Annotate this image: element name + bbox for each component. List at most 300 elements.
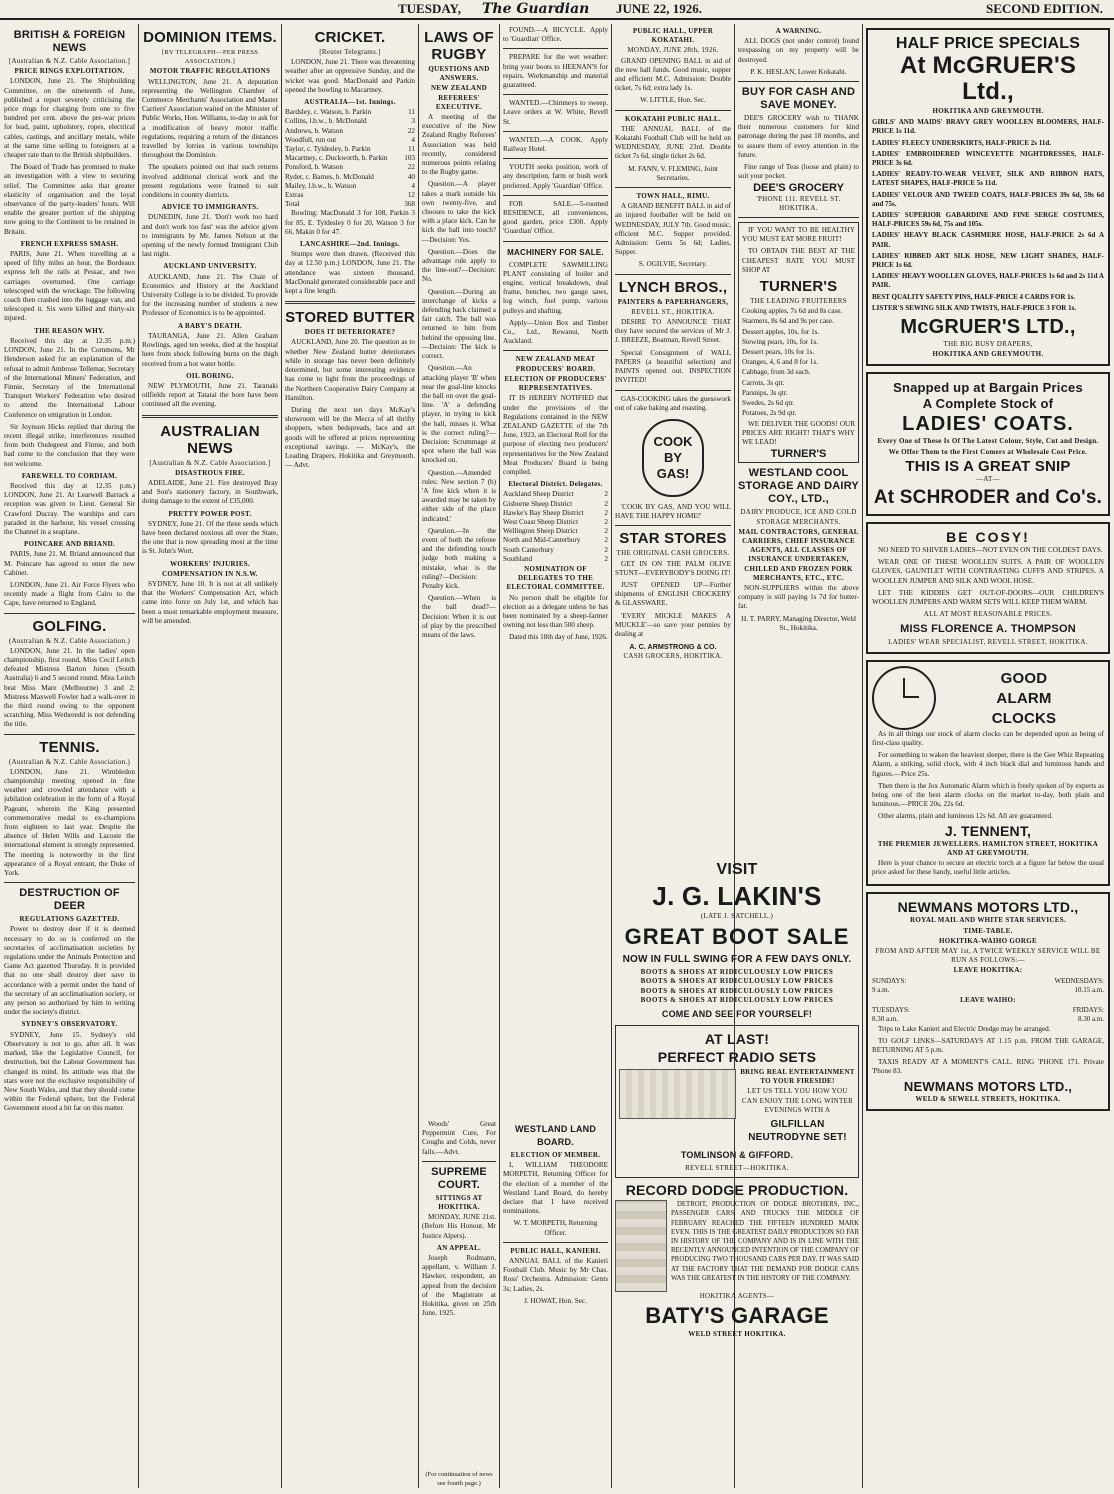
score-row-runs: 40 [407,172,415,181]
divider [422,1161,496,1162]
score-row-name: Andrews, b. Watson [285,126,343,135]
paragraph: Question.—A player takes a mark outside his own twenty-five, and chooses to take the kick with a place kick. Can he kick the ball into touch?—Decision: Yes. [422,180,496,244]
store-name: J. G. LAKIN'S [652,881,822,911]
sale-item: LADIES' HEAVY WOOLLEN GLOVES, HALF-PRICES 1s 6d and 2s 11d A PAIR. [872,272,1104,290]
car-illustration [615,1200,667,1292]
signature: H. T. PARRY, Managing Director, Weld St., Hokitika. [741,614,856,632]
cook-by-gas-badge [642,419,704,497]
badge-word: COOK [653,433,693,449]
divider [142,415,278,418]
paragraph: Question.—Does the advantage rule apply to the line-out?—Decision: No. [422,247,496,284]
column-rule [138,24,139,1488]
delegate-row-name: Hawke's Bay Sheep District [503,508,584,517]
score-row-name: Collins, l.b.w., b. McDonald [285,117,367,126]
signature: A. C. ARMSTRONG & CO. [629,642,717,652]
paragraph: THE ANNUAL BALL of the Kokatahi Football Club will be held on WEDNESDAY, JUNE 23rd. Double ticket 7s 6d, single ticket 2s 6d. [615,124,731,161]
score-row-runs: 4 [411,181,415,190]
paragraph: Dated this 18th day of June, 1926. [509,633,608,642]
heading: CLOCKS [991,709,1057,727]
paragraph: SYDNEY, June 15. Sydney's old Observatory is not to go, after all. It was marked, like the Legislative Council, for destruction, but the Labour Government has changed its mind. Its attitude was that the stars were not the exclusive responsibility of New South Wales, and that they should come within the Federal sphere, but the Federal Government stood a bit far on this matter. [4,1030,135,1113]
signature: P. K. HESLAN, Lower Kokatahi. [750,67,847,76]
masthead-date: JUNE 22, 1926. [616,1,702,16]
subheading: LEAVE HOKITIKA: [953,966,1023,975]
subheading: HOKITIKA AND GREYMOUTH. [932,107,1044,115]
subheading: DOES IT DETERIORATE? [304,328,396,337]
badge-word: BY [663,449,683,465]
paragraph: DUNEDIN, June 21. 'Don't work too hard and don't work too fast' was the advice given to immigrants by Mr. James Nelson at the opening of the newly formed Immigrant Club last night. [142,213,278,259]
paragraph: MONDAY, JUNE 21st. (Before His Honour, Mr Justice Alpers). [422,1213,496,1240]
heading: SUPREME COURT. [431,1165,487,1191]
heading: WESTLAND LAND BOARD. [514,1124,597,1147]
price-item: Dessert apples, 10s, for 1s. [742,327,820,336]
paragraph: LONDON, June 21. Wimbledon championship meeting opened in fine weather and crowded attendance with a jubilation celebration in the form of a Royal Pageant, wherein the King presented commemorative medal to ex-champions from eighteen to last year. Despite the absence of Helen Wills and Lacoste the international element is strongly represented. The meeting is noteworthy in the first appearance of a Royal entrant, the Duke of York. [4,767,135,878]
item-list [872,118,1104,313]
masthead-edition: SECOND EDITION. [986,1,1104,16]
subheading: THE REASON WHY. [34,326,105,335]
column-rule [499,24,500,1488]
score-row-runs: 22 [407,126,415,135]
store-name: NEWMANS MOTORS LTD., [897,899,1079,916]
store-name: At McGRUER'S Ltd., [899,52,1077,105]
paragraph: During the next ten days McKay's showroom will be the Mecca of all thrifty shoppers, when bedspreads, lace and art goods will be offered at prices representing exceptional savings. — McKay's, the Leading Drapers, Hokitika and Greymouth. — Advt. [285,405,415,470]
price-item: Dessert pears, 10s for 1s. [742,348,815,357]
heading: GOLFING. [32,617,107,635]
heading: TENNIS. [39,738,100,756]
sale-item: LADIES' SUPERIOR GABARDINE AND FINE SERGE COSTUMES, HALF-PRICES 59s 6d, 75s and 105s. [872,211,1104,229]
score-row-name: Macartney, c. Duckworth, b. Parkin [285,154,388,163]
paragraph: ADELAIDE, June 21. Fire destroyed Bray and Son's stationery factory, in Southwark, doing damage to the extent of £35,000. [142,478,278,506]
radio-illustration [619,1069,736,1119]
delegate-row [503,509,608,518]
divider [615,187,731,188]
score-row-name: Extras [285,191,304,200]
divider [503,195,608,196]
score-row-runs: 11 [408,145,415,154]
store-name: McGRUER'S LTD., [900,316,1076,339]
subheading: ALL AT MOST REASONABLE PRICES. [923,610,1053,619]
divider [503,158,608,159]
score-row [285,163,415,172]
divider [503,350,608,351]
paragraph: PARIS, June 21. When travelling at a speed of fifty miles an hour, the Bordeaux express left the rails at Pessac, and two carriages overturned. One carriage telescoped with the wreckage. The following coach then crashed into the luggage van, and telescoped it. Six were killed and thirty-six injured. [4,250,135,323]
subheading: FRENCH EXPRESS SMASH. [20,239,119,248]
paragraph: 'EVERY MICKLE MAKES A MUCKLE'—so save your pennies by dealing at [615,611,731,638]
credit: [Australian & N.Z. Cable Association.] [8,57,131,65]
paragraph: TO OBTAIN THE BEST AT THE CHEAPEST RATE YOU MUST SHOP AT [742,247,855,274]
score-row-runs: 12 [407,191,415,200]
subheading: WORKERS' INJURIES. [169,559,251,568]
paragraph: Fine range of Teas (loose and plain) to suit your pocket. [738,163,859,181]
price-item: Carrots, 3s qtr. [742,378,785,387]
subheading: REGULATIONS GAZETTED. [19,915,120,924]
credit: [Reuter Telegrams.] [319,48,381,56]
divider [615,525,731,526]
price-item: Potatoes, 2s 9d qtr. [742,409,797,418]
heading: NEW ZEALAND MEAT PRODUCERS' BOARD. [515,355,596,373]
subheading: 'PHONE 111. REVELL ST. HOKITIKA. [756,194,841,212]
subheading: POINCARE AND BRIAND. [24,540,115,549]
sale-item: LADIES' FLEECY UNDERSKIRTS, HALF-PRICE 2s 11d. [872,138,1052,147]
heading: DOMINION ITEMS. [143,29,277,46]
subheading: MAIL CONTRACTORS, GENERAL CARRIERS, CHIEF INSURANCE AGENTS, ALL CLASSES OF INSURANCE UNDERTAKEN, CHILLED AND FROZEN PORK MERCHANTS, ETC., ETC. [738,527,859,582]
subheading: Electoral District. Delegates. [508,480,603,489]
score-row [285,127,415,136]
divider [503,241,608,242]
paragraph: GAS-COOKING takes the guesswork out of cake baking and roasting. [615,394,731,412]
boot-row: BOOTS & SHOES AT RIDICULOUSLY LOW PRICES [640,995,834,1004]
timetable-row [872,986,1104,995]
subheading: NOW IN FULL SWING FOR A FEW DAYS ONLY. [622,954,852,966]
paragraph: NEW PLYMOUTH, June 21. Taranaki oilfields report at Tatatai the bore have been continued all the evening. [142,381,278,409]
paragraph: LONDON, June 21. Air Force Flyers who recently made a flight from Cairo to the Cape, have returned to England. [4,580,135,608]
delegate-row-n: 2 [604,499,608,508]
classified-ad: FOUND.—A BICYCLE. Apply to 'Guardian' Office. [503,26,608,44]
masthead-day: TUESDAY, [398,1,461,16]
heading: BUY FOR CASH AND SAVE MONEY. [741,86,856,112]
signature: S. OGILVIE, Secretary. [638,260,708,269]
score-row-name: Mailey, l.b.w., b. Watson [285,181,357,190]
heading: THIS IS A GREAT SNIP [905,457,1071,475]
timetable-row [872,1006,1104,1015]
store-name: NEWMANS MOTORS LTD., [903,1078,1073,1094]
column-supreme-court [422,1120,496,1488]
sale-item: LADIES' HEAVY BLACK CASHMERE HOSE, HALF-PRICE 2s 6d A PAIR. [872,231,1104,249]
subheading: FROM AND AFTER MAY 1st, A TWICE WEEKLY SERVICE WILL BE RUN AS FOLLOWS:— [875,946,1101,965]
score-row [285,200,415,209]
price-item: Cabbage, from 3d each. [742,368,811,377]
newmans-ad [866,892,1110,1110]
sale-item: LADIES' READY-TO-WEAR VELVET, SILK AND RIBBON HATS, LATEST SHAPES, HALF-PRICE 5s 11d. [872,170,1104,188]
column-classifieds [503,26,608,1114]
subheading: DISASTROUS FIRE. [175,468,245,477]
subheading: HOKITIKA AGENTS— [699,1292,775,1301]
paragraph: Question.—An attacking player 'B' when near the goal-line knocks the ball on over the goal-line. 'A' a defending player, in trying to kick the ball, misses it. What is the correct ruling?—Decision: Scrummage at spot where the ball was knocked on. [422,364,496,465]
delegate-row-n: 2 [604,508,608,517]
score-row-runs: 3 [411,117,415,126]
credit: (Australian & N.Z. Cable Association.) [8,636,131,645]
price-item: Swedes, 2s 6d qtr. [742,399,795,408]
schroder-ad [866,372,1110,516]
delegate-row [503,536,608,545]
heading: A WARNING. [775,27,822,35]
divider [738,81,859,82]
score-row-name: Taylor, c. Tyldesley, b. Parkin [285,145,371,154]
paragraph: The Board of Trade has promised to make an investigation with a view to securing relief. The Committee asks that greater elasticity of organisation and the loyal observance of the party-leaders' hours. Will enable the greater portion of the shipping now going to the Continent to be retained in Britain. [4,163,135,236]
paragraph: AUCKLAND, June 20. The question as to whether New Zealand butter deteriorates while in storage has never been definitely determined, but some interesting evidence has come to light from the proceedings of the Northern Cooperative Dairy Company at Hamilton. [285,338,415,402]
paragraph: IT IS HEREBY NOTIFIED that under the provisions of the Regulations contained in the NEW ZEALAND GAZETTE of the 7th June, 1923, an Electoral Roll for the purpose of electing two producers' representatives for the New Zealand Meat Producers' Board is being compiled. [503,394,608,476]
column-british-news [4,26,135,1488]
column-land-board [503,1120,608,1488]
delegate-row [503,546,608,555]
score-row-runs: 103 [404,154,415,163]
heading: VISIT [716,861,758,878]
subheading: NOMINATION OF DELEGATES TO THE ELECTORAL COMMITTEE. [506,564,605,592]
delegate-row-name: Auckland Sheep District [503,490,574,499]
heading: TOWN HALL, RIMU. [636,192,710,201]
continuation-note: (For continuation of news see fourth page.) [425,1470,493,1487]
subheading: LET US TELL YOU HOW YOU CAN ENJOY THE LONG WINTER EVENINGS WITH A [741,1087,854,1114]
delegate-row [503,555,608,564]
delegate-row [503,518,608,527]
heading: LAWS OF RUGBY [424,29,494,63]
heading: BRITISH & FOREIGN NEWS [13,29,126,54]
score-row-name: Woodfull, run out [285,135,337,144]
paragraph: JUST OPENED UP—Further shipments of ENGLISH CROCKERY & GLASSWARE. [615,580,731,608]
paragraph: Woods' Great Peppermint Cure, For Coughs and Colds, never fails.—Advt. [422,1120,496,1156]
price-item: Starmers, 8s 6d and 9s per case. [742,317,834,326]
credit: [BY TELEGRAPH—PER PRESS ASSOCIATION.] [161,49,259,66]
paragraph: LET THE KIDDIES GET OUT-OF-DOORS—OUR CHILDREN'S WOOLLEN JUMPERS AND WARM SETS WILL KEEP THEM WARM. [872,588,1104,607]
paragraph: Here is your chance to secure an electric torch at a figure far below the usual price asked for these handy, useful little articles. [872,858,1104,877]
paragraph: TAXIS READY AT A MOMENT'S CALL. RING 'PHONE 171. Private 'Phone 83. [872,1058,1104,1076]
subheading: MOTOR TRAFFIC REGULATIONS [149,67,271,76]
subheading: ELECTION OF MEMBER. [510,1151,601,1159]
alarm-clock-icon [872,666,936,730]
store-name: BATY'S GARAGE [645,1303,829,1329]
heading: PUBLIC HALL, KANIERI. [510,1246,601,1255]
divider [503,94,608,95]
column-halls [615,26,731,854]
subheading: ELECTION OF PRODUCERS' REPRESENTATIVES. [504,374,607,393]
subheading: WELD & SEWELL STREETS, HOKITIKA. [915,1094,1061,1103]
heading: ALARM [996,689,1052,707]
time-value: 8.30 a.m. [872,1015,899,1024]
price-item: Stewing pears, 10s, for 1s. [742,337,819,346]
subheading: —AT— [976,474,1000,483]
paragraph: AUCKLAND, June 21. The Chair of Economics and History at the Auckland University College is to be divided. To provide for the increasing number of students a new Professor of Economics is to be appointed. [142,272,278,318]
radio-ad [615,1025,859,1178]
paragraph: For something to waken the heaviest sleeper, there is the Gee Whiz Repeating Alarm, a striking, solid clock, with 4 inch black dial and luminous hands and figures.—Price 25s. [872,751,1104,778]
heading: STORED BUTTER [285,309,415,327]
paragraph: Received this day at 12.35 p.m.) LONDON, June 21. At Learwell Barrack a reception was given to Lieut. General Sir Crawford Ducray. The warships and cars paraded in the harbour, his vessel crossing the Channel in a seaplane. [4,481,135,536]
heading: CRICKET. [314,29,386,46]
paragraph: WE DELIVER THE GOODS! OUR PRICES ARE RIGHT! THAT'S WHY WE LEAD! [742,419,855,446]
heading: KOKATAHI PUBLIC HALL. [624,114,722,123]
classified-ad: COMPLETE SAWMILLING PLANT consisting of boiler and engine, vertical breakdown, deal frame, benches, two gauge saws, log winch, fuel pump, various pulleys and shafting. [503,260,608,315]
lower-ads [615,858,859,1488]
subheading: THE PREMIER JEWELLERS. HAMILTON STREET, HOKITIKA AND AT GREYMOUTH. [877,839,1099,857]
price-item: Cooking apples, 7s 6d and 8s case. [742,307,843,316]
heading: RECORD DODGE PRODUCTION. [625,1182,849,1199]
subheading: ADVICE TO IMMIGRANTS. [161,203,259,212]
paragraph: A meeting of the executive of the New Zealand Rugby Referees' Association was held recently, considered numerous points relating to the Rugby game. [422,113,496,177]
paragraph: Question.—When is the ball dead?—Decision: When it is out of play by the prescribed means of the laws. [422,594,496,639]
paragraph: DEE'S GROCERY wish to THANK their numerous customers for kind patronage during the past 18 months, and to assure them of every attention in the future. [738,114,859,159]
heading: Snapped up at Bargain Prices [893,380,1083,396]
paragraph: No person shall be eligible for election as a delegate unless he has been nominated by a sheep-farmer owning not less than 500 sheep. [503,593,608,630]
signature: TOMLINSON & GIFFORD. [680,1150,794,1161]
paragraph: Joseph Rodmann, appellant, v. William J. Hawker, respondent, an appeal from the decision of the Magistrate at Hokitika, given on 25th June, 1925. [422,1254,496,1318]
subheading: WELD STREET HOKITIKA. [688,1330,786,1339]
delegate-row [503,490,608,499]
paragraph: Power to destroy deer if it is deemed necessary to do so is conferred on the secretaries of acclimatisation societies by regulations under the Animals Protection and Game Act gazetted Thursday. It is provided that no one shall destroy deer save in accordance with a permit under the hand of the secretary of an acclimatisation society, or any person so authorised by him in writing under the society's district. [4,925,135,1017]
subheading: QUESTIONS AND ANSWERS. [428,65,490,83]
boot-row: BOOTS & SHOES AT RIDICULOUSLY LOW PRICES [640,968,834,977]
credit: [Australian & N.Z. Cable Association.] [149,458,271,467]
subheading: BRING REAL ENTERTAINMENT TO YOUR FIRESIDE! [740,1068,855,1086]
heading: BE COSY! [946,529,1030,546]
masthead [0,0,1114,20]
delegate-row-n: 2 [604,554,608,563]
classified-ad: YOUTH seeks position, work of any description, farm or bush work preferred. Apply 'Guardian' Office. [503,163,608,190]
badge-word: GAS! [656,465,690,481]
score-row-name: Ryder, c. Barnes, b. McDonald [285,172,374,181]
day-label: FRIDAYS: [1072,1006,1104,1015]
day-label: SUNDAYS: [872,976,907,985]
subheading: HOKITIKA AND GREYMOUTH. [932,350,1044,359]
divider [503,48,608,49]
delegate-row-n: 2 [604,517,608,526]
paragraph: Question.—Amended rules: New section 7 (b) 'A free kick when it is awarded may be taken by either side of the place indicated.' [422,468,496,523]
boot-rows [615,968,859,1005]
subheading: CASH GROCERS, HOKITIKA. [623,652,723,661]
heading: LADIES' COATS. [902,413,1074,436]
subheading: COMPENSATION IN N.S.W. [162,569,258,578]
score-row [285,108,415,117]
paragraph: SYDNEY, June 10. It is not at all unlikely that the Workers' Compensation Act, which came into force on July 1st, and which has been a most remarkable employment measure, will be amended. [142,579,278,625]
signature: TURNER'S [770,448,827,461]
divider [615,274,731,275]
subheading: COME AND SEE FOR YOURSELF! [661,1009,813,1020]
mcgruers-ad [866,28,1110,366]
heading: GILFILLAN NEUTRODYNE SET! [748,1119,847,1144]
subheading: SITTINGS AT HOKITIKA. [435,1193,483,1212]
paragraph: LONDON, June 21. In the ladies' open championship, first round, Miss Cecil Leitch defeated Mistress Barton Jones (South Australia) 6 and 5 second round. Miss Leitch beat Miss Mare (Melbourne) 3 and 2; Mistress Maxwell Fowler had a walk-over in the third round owing to the opponent scratching. Miss Wetheredd is not defending the title. [4,646,135,729]
paragraph: The speakers pointed out that such returns involved additional clerical work and the present regulations were framed to suit conditions in country districts. [142,163,278,200]
divider [615,390,731,391]
delegate-row-name: Gisborne Sheep District [503,499,573,508]
divider [503,131,608,132]
paragraph: LONDON, June 21. There was threatening weather after an oppressive Sunday, and the wicket was good. MacDonald and Parkin opened the bowling to Macartney. [285,58,415,94]
time-value: 10.15 a.m. [1074,985,1104,994]
delegate-row [503,527,608,536]
subheading: Every One of These Is Of The Latest Colour, Style, Cut and Design. [877,437,1099,446]
column-rule [862,24,863,1488]
paragraph: Question.—During an interchange of kicks a defending back claimed a fair catch. The ball was returned to him from behind the opposing line.—Decision: The kick is correct. [422,287,496,361]
score-table [285,108,415,209]
subheading: THE ORIGINAL CASH GROCERS. [616,549,730,558]
price-item: Oranges, 4, 6 and 8 for 1s. [742,358,819,367]
score-row [285,136,415,145]
subheading: SYDNEY'S OBSERVATORY. [21,1020,118,1029]
subheading: REVELL ST., HOKITIKA. [631,307,715,316]
timetable-row [872,1015,1104,1024]
subheading: THE BIG BUSY DRAPERS, [943,340,1033,349]
column-rule [281,24,282,1488]
divider [285,301,415,304]
divider [4,613,135,614]
delegate-row-n: 2 [604,490,608,499]
signature: W. LITTLE, Hon. Sec. [640,96,706,105]
paragraph: SYDNEY, June 21. Of the three seeds which have been declared noxious all over the State, the one that is now spreading most at the time is St. John's Wort. [142,519,278,556]
subheading: REVELL STREET—HOKITIKA. [685,1164,789,1173]
heading: HALF PRICE SPECIALS [895,35,1081,52]
paragraph: As in all things our stock of alarm clocks can be depended upon as being of first-class quality. [872,729,1104,747]
column-display-ads [866,26,1110,1488]
boot-row: BOOTS & SHOES AT RIDICULOUSLY LOW PRICES [640,986,834,995]
paragraph: ALL DOGS (not under control) found trespassing on my property will be destroyed. [738,37,859,64]
day-label: TUESDAYS: [872,1006,910,1015]
score-row-name: Total [285,200,300,209]
divider [738,217,859,218]
score-row [285,117,415,126]
subheading: PAINTERS & PAPERHANGERS, [617,297,729,306]
subheading: DAIRY PRODUCE, ICE AND COLD STORAGE MERCHANTS. [740,508,857,526]
thompson-ad [866,522,1110,654]
classified-ad: WANTED.—A COOK. Apply Railway Hotel. [503,135,608,154]
divider [4,882,135,883]
signature: DEE'S GROCERY [753,182,844,195]
score-row [285,145,415,154]
classified-ad: FOR SALE.—5-roomed RESIDENCE, all conveniences, good garden, price £300. Apply 'Guardian' Office. [503,199,608,236]
heading: GOOD [1000,669,1048,687]
paragraph: Bowling: MacDonald 3 for 108, Parkin 3 for 85, E. Tyldesley 0 for 20, Watson 3 for 66, Makin 0 for 47. [285,209,415,236]
price-list [742,307,855,418]
subheading: OIL BORING. [186,371,234,380]
subheading: AUSTRALIA—1st. Innings. [304,98,396,107]
subheading: FAREWELL TO CORDIAM. [21,471,118,480]
paragraph: ANNUAL BALL of the Kanieri Football Club. Music by Mr Chas. Ross' Orchestra. Admission: Gents 3s; Ladies, 2s. [503,1257,608,1293]
column-dominion-items [142,26,278,1488]
heading: TURNER'S [759,278,838,296]
heading: LYNCH BROS., [618,278,728,296]
subheading: HOKITIKA-WAIHO GORGE [939,936,1037,945]
delegate-row-name: North and Mid-Canterbury [503,536,581,545]
paragraph: NON-SUPPLIERS within the above company is still paying 1s 7d for butter-fat. [738,583,859,611]
paragraph: DETROIT, PRODUCTION OF DODGE BROTHERS, INC., PASSENGER CARS AND TRUCKS THE MIDDLE OF FEBRUARY REACHED THE FIFTEEN HUNDRED MARK EVEN. THIS IS THE GREATEST DAILY PRODUCTION SO FAR IN HISTORY OF THE COMPANY AND IS IN LINE WITH THE RECENTLY ANNOUNCED INTENTION OF THE COMPANY OF PRODUCING TWO THOUSAND CARS PER DAY. IT WAS SAID AT THE FACTORY THAT THE DEMAND FOR DODGE CARS WAS THE GREATEST IN THE HISTORY OF THE COMPANY. [671,1201,859,1282]
heading: PERFECT RADIO SETS [657,1049,817,1066]
score-row [285,182,415,191]
paragraph: Then there is the Jox Automatic Alarm which is freely spoken of by experts as being one of the best alarm clocks on the market to-day, both plain and luminous.—PRICE 20s, 22s 6d. [872,781,1104,809]
sale-item: GIRLS' AND MAIDS' BRAVY GREY WOOLLEN BLOOMERS, HALF-PRICE 1s 11d. [872,118,1104,136]
heading: DESTRUCTION OF DEER [19,887,120,913]
masthead-title: The Guardian [482,1,590,17]
paragraph: 'COOK BY GAS, AND YOU WILL HAVE THE HAPPY HOME!' [615,502,731,521]
delegate-table [503,490,608,564]
score-row [285,154,415,163]
classified-ad: WANTED.—Chimneys to sweep. Leave orders at W. White, Revell St. [503,99,608,126]
subheading: PRICE RINGS EXPLOITATION. [14,67,125,76]
credit: (Australian & N.Z. Cable Association.) [8,757,131,766]
signature: J. HOWAT, Hon. Sec. [524,1296,587,1305]
paragraph: DESIRE TO ANNOUNCE THAT they have secured the services of Mr J. J. BREEZE, Boatman, Revell Street. [615,318,731,345]
timetable-row [872,977,1104,986]
delegate-row [503,500,608,509]
subheading: We Offer Them to the First Comers at Wholesale Cost Price. [888,447,1088,456]
subheading: THE LEADING FRUITERERS [750,297,847,306]
store-name: MISS FLORENCE A. THOMPSON [900,622,1076,635]
subheading: TIME-TABLE. [963,926,1013,935]
delegate-row-name: Southland [503,554,533,563]
sale-item: LISTER'S SEWING SILK AND TWISTS, HALF-PRICE 3 FOR 1s. [872,303,1077,312]
tennent-ad [866,660,1110,887]
date: MONDAY, JUNE 28th, 1926. [627,46,719,55]
paragraph: Stumps were then drawn. (Received this day at 12.50 p.m.) LONDON, June 21. The attendance was sixteen thousand. MacDonald generated considerable pace and kept a fine length. [285,250,415,296]
column-cricket [285,26,415,1488]
column-rule [611,24,612,1488]
heading: AUSTRALIAN NEWS [160,422,260,457]
score-row-runs: 4 [411,135,415,144]
classified-ad: Apply—Union Box and Timber Co., Ltd., Rewanui, North Auckland. [503,318,608,346]
day-label: WEDNESDAYS: [1054,976,1104,985]
score-row-runs: 368 [404,200,415,209]
paragraph: A GRAND BENEFIT BALL in aid of an injured footballer will be held on WEDNESDAY, JULY 7th. Good music, efficient M.C. Supper provided. Admission: Gents 5s 6d; Ladies, Supper. [615,202,731,257]
store-name: J. TENNENT, [944,822,1032,839]
column-rugby [422,26,496,1114]
heading: AT LAST! [704,1031,770,1048]
subheading: AUCKLAND UNIVERSITY. [163,262,257,271]
subheading: A BABY'S DEATH. [177,321,243,330]
